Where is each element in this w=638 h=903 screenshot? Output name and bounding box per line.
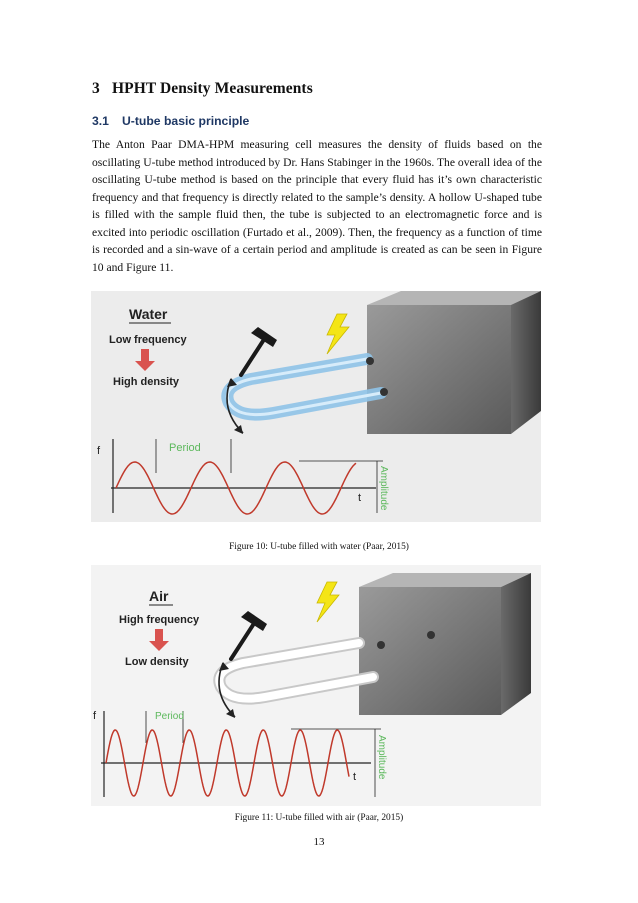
tube-hole-left xyxy=(377,641,385,649)
density-label: High density xyxy=(113,376,180,388)
frequency-label: Low frequency xyxy=(109,334,187,346)
section-title: HPHT Density Measurements xyxy=(112,80,313,97)
figure-air xyxy=(91,565,541,806)
density-label: Low density xyxy=(125,656,189,668)
figure-water-illustration xyxy=(91,291,541,522)
t-axis-label: t xyxy=(358,492,362,504)
subsection-number: 3.1 xyxy=(92,114,109,128)
subsection-heading xyxy=(92,114,249,128)
period-label: Period xyxy=(155,711,184,722)
tube-hole-right xyxy=(427,631,435,639)
figure-11-caption: Figure 11: U-tube filled with air (Paar, 2015) xyxy=(234,813,404,823)
section-heading xyxy=(92,80,313,98)
figure-10-caption: Figure 10: U-tube filled with water (Paar, 2015) xyxy=(229,542,409,552)
fluid-label: Water xyxy=(129,306,168,322)
measuring-cell-box-front xyxy=(367,305,511,434)
hammer-icon xyxy=(241,327,277,375)
figure-air-illustration xyxy=(91,565,541,806)
f-axis-label: f xyxy=(97,445,101,457)
period-label: Period xyxy=(169,442,201,454)
lightning-bolt-icon xyxy=(327,314,349,354)
t-axis-label: t xyxy=(353,771,357,783)
tube-hole-right xyxy=(380,388,388,396)
tube-hole-left xyxy=(366,357,374,365)
measuring-cell-box-side xyxy=(511,291,541,434)
subsection-title: U-tube basic principle xyxy=(122,114,250,128)
fluid-label: Air xyxy=(149,588,169,604)
measuring-cell-box-front xyxy=(359,587,501,715)
f-axis-label: f xyxy=(93,710,97,722)
amplitude-label: Amplitude xyxy=(378,466,389,511)
frequency-label: High frequency xyxy=(119,614,200,626)
down-arrow xyxy=(135,349,155,371)
amplitude-label: Amplitude xyxy=(376,735,387,780)
body-paragraph: The Anton Paar DMA-HPM measuring cell measures the density of fluids based on the oscillating U-tube method introduced by Dr. Hans Stabinger in the 1960s. The overall idea of the oscillating U-tube method is based on the principle that every fluid has it’s own characteristic frequency and that frequency is directly related to the sample’s density. A hollow U-shaped tube is filled with the sample fluid then, the tube is subjected to an electromagnetic force and is excited into periodic oscillation (Furtado et al., 2009). Then, the frequency as a function of time is recorded and a sin-wave of a certain period and amplitude is created as can be seen in Figure 10 and Figure 11. xyxy=(92,138,542,274)
page-number: 13 xyxy=(313,836,325,848)
figure-water xyxy=(91,291,541,522)
measuring-cell-box-top xyxy=(367,291,541,305)
section-number: 3 xyxy=(92,80,100,97)
measuring-cell-box-side xyxy=(501,573,531,715)
